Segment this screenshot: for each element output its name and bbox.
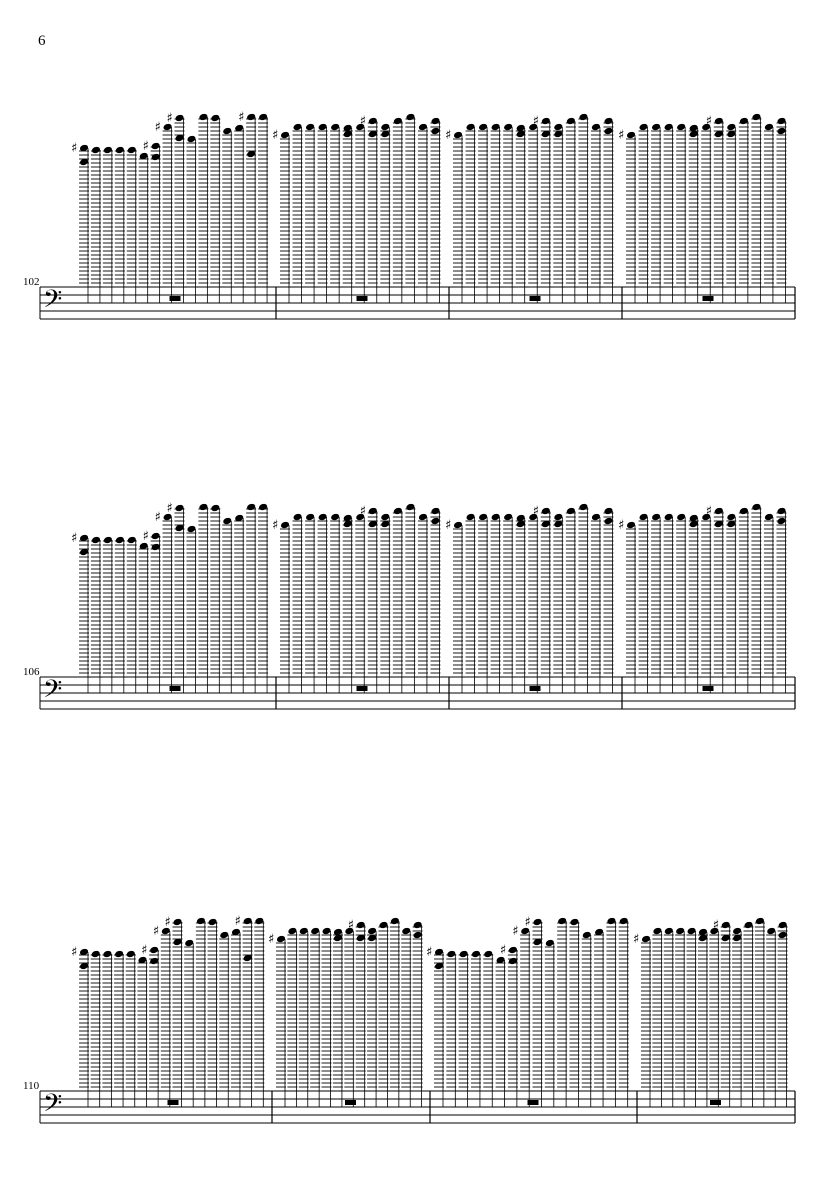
sharp-icon: ♯ (359, 114, 367, 129)
sharp-icon: ♯ (71, 531, 78, 546)
bass-clef-icon: 𝄢 (43, 1089, 63, 1124)
sharp-icon: ♯ (705, 114, 713, 129)
sharp-icon: ♯ (238, 110, 245, 125)
sharp-icon: ♯ (272, 128, 279, 143)
sharp-icon: ♯ (445, 128, 452, 143)
page-number: 6 (38, 33, 46, 49)
sharp-icon: ♯ (142, 139, 149, 154)
half-rest-icon (168, 1100, 179, 1105)
sharp-icon: ♯ (618, 128, 625, 143)
bass-clef-icon: 𝄢 (43, 285, 63, 320)
sharp-icon: ♯ (272, 518, 279, 533)
measure-number-system-1: 102 (23, 276, 40, 288)
measure-number-system-2: 106 (23, 666, 40, 678)
note-head (91, 950, 101, 959)
sharp-icon: ♯ (154, 510, 161, 525)
sharp-icon: ♯ (445, 518, 452, 533)
note-head (149, 957, 159, 966)
sharp-icon: ♯ (71, 141, 78, 156)
sharp-icon: ♯ (618, 518, 625, 533)
sharp-icon: ♯ (141, 943, 148, 958)
note-head (184, 939, 194, 948)
sharp-icon: ♯ (166, 111, 173, 126)
sharp-icon: ♯ (532, 504, 540, 519)
sharp-icon: ♯ (164, 915, 171, 930)
note-head (114, 950, 124, 959)
sharp-icon: ♯ (359, 504, 367, 519)
sharp-icon: ♯ (71, 945, 78, 960)
bass-clef-icon: 𝄢 (43, 675, 63, 710)
sharp-icon: ♯ (532, 114, 540, 129)
note-head (149, 946, 159, 955)
sharp-icon: ♯ (152, 924, 160, 939)
sharp-icon: ♯ (705, 504, 713, 519)
sharp-icon: ♯ (142, 529, 149, 544)
note-head (126, 950, 136, 959)
note-head (173, 918, 183, 927)
note-head (102, 950, 112, 959)
measure-number-system-3: 110 (23, 1080, 40, 1092)
sharp-icon: ♯ (166, 501, 173, 516)
sharp-icon: ♯ (154, 120, 161, 135)
